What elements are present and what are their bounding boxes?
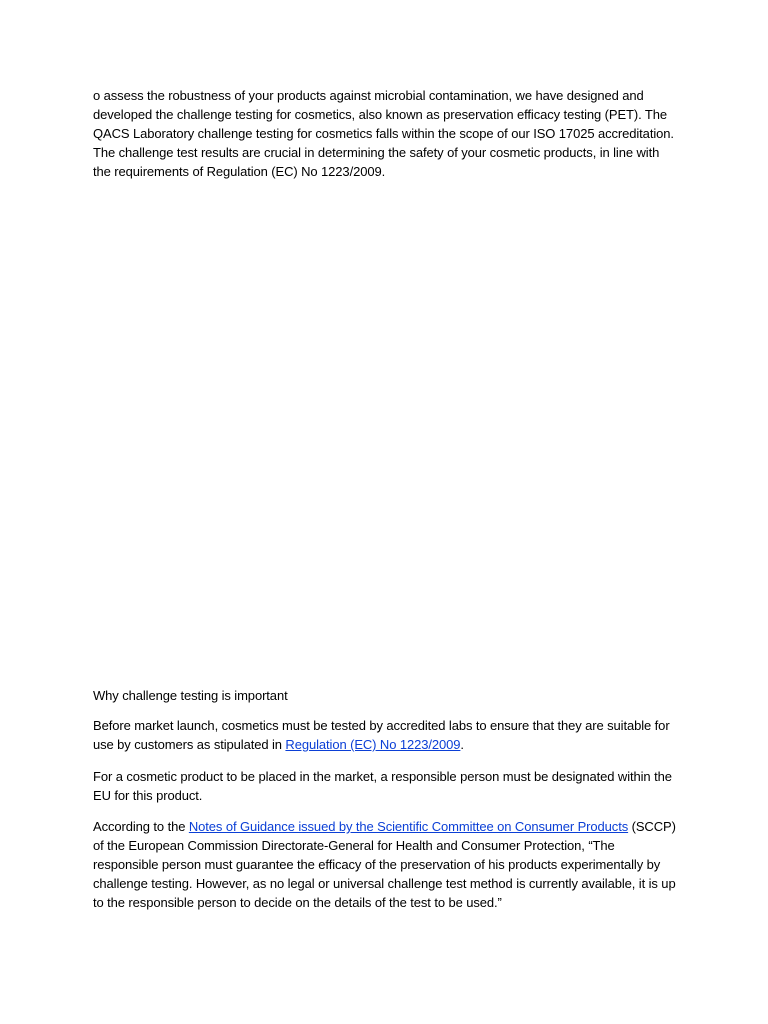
paragraph-3: [93, 817, 678, 912]
paragraph-2: For a cosmetic product to be placed in the market, a responsible person must be designated within the EU for this product.: [93, 769, 672, 803]
intro-paragraph: o assess the robustness of your products against microbial contamination, we have designed and developed the challenge testing for cosmetics, also known as preservation efficacy testing (PET). The QACS Laboratory challenge testing for cosmetics falls within the scope of our ISO 17025 accreditation. The challenge test results are crucial in determining the safety of your cosmetic products, in line with the requirements of Regulation (EC) No 1223/2009.: [93, 88, 674, 179]
paragraph-1-block: [93, 716, 678, 754]
guidance-notes-link[interactable]: Notes of Guidance issued by the Scientific Committee on Consumer Products: [188, 819, 629, 834]
section-heading: Why challenge testing is important: [93, 688, 288, 703]
regulation-link[interactable]: Regulation (EC) No 1223/2009: [285, 737, 461, 752]
paragraph-1: [93, 716, 678, 754]
paragraph-3-text-before: According to the: [93, 819, 189, 834]
paragraph-1-text-after: .: [460, 737, 464, 752]
paragraph-3-block: [93, 817, 678, 912]
paragraph-1-text-before: Before market launch, cosmetics must be tested by accredited labs to ensure that they are suitable for use by customers as stipulated in: [93, 718, 670, 752]
section-heading-block: [93, 686, 678, 705]
paragraph-2-block: [93, 767, 678, 805]
paragraph-3-text-after: (SCCP) of the European Commission Directorate-General for Health and Consumer Protection, “The responsible person must guarantee the efficacy of the preservation of his products experimentally by challenge testing. However, as no legal or universal challenge test method is currently available, it is up to the responsible person to decide on the details of the test to be used.”: [93, 819, 676, 910]
intro-paragraph-block: [93, 86, 678, 181]
